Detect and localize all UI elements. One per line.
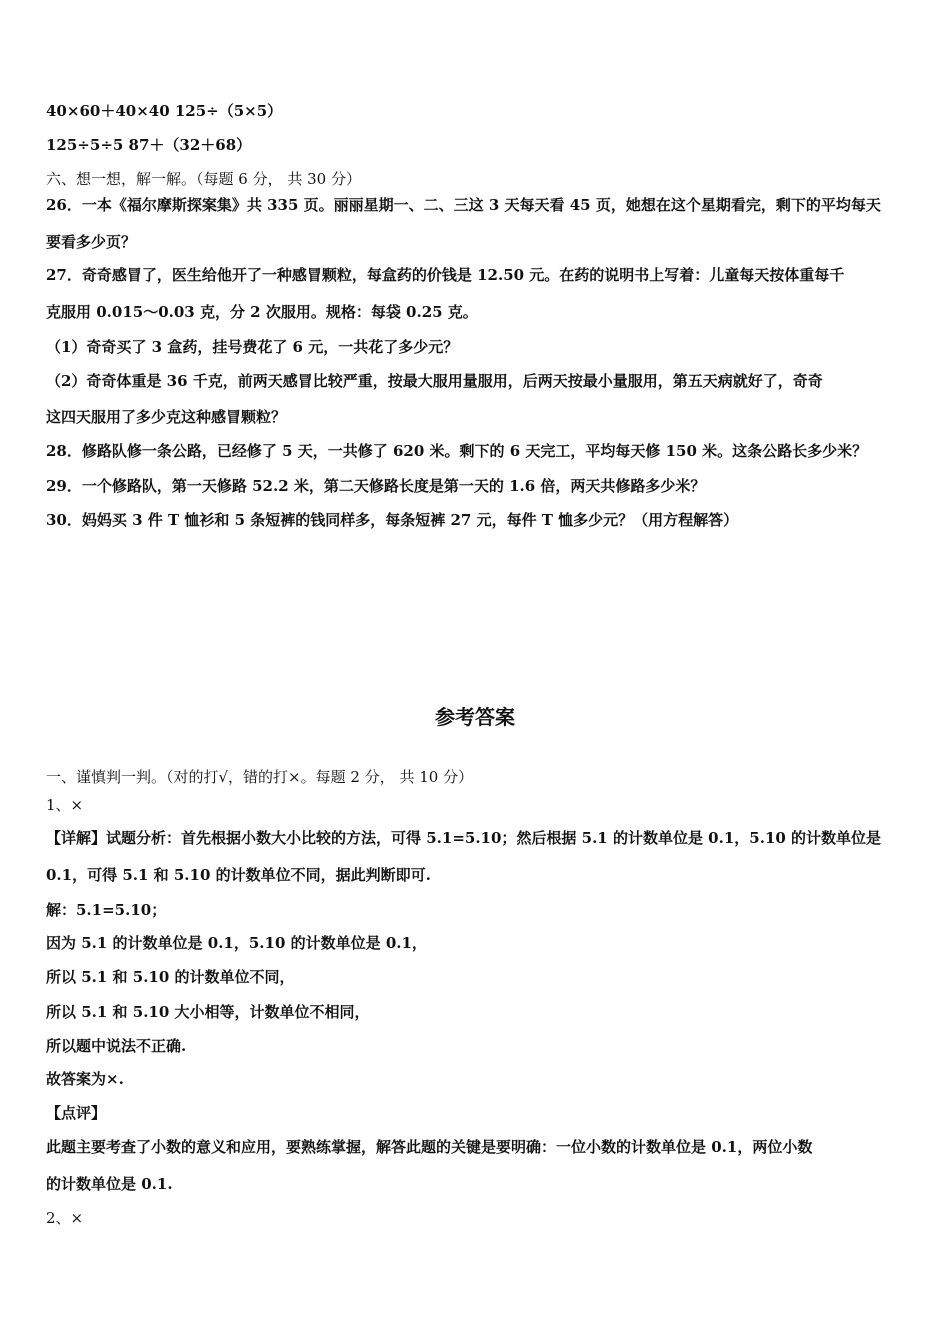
calc-row-1: 40×60＋40×40 125÷（5×5）: [46, 102, 283, 120]
answer-1-because: 因为 5.1 的计数单位是 0.1，5.10 的计数单位是 0.1，: [46, 934, 427, 952]
answer-1-review-line-1: 此题主要考查了小数的意义和应用，要熟练掌握，解答此题的关键是要明确：一位小数的计数单位是 0.1，两位小数: [46, 1138, 813, 1156]
question-27-line-1: 27．奇奇感冒了，医生给他开了一种感冒颗粒，每盒药的价钱是 12.50 元。在药的说明书上写着：儿童每天按体重每千: [46, 266, 845, 284]
question-30: 30．妈妈买 3 件 T 恤衫和 5 条短裤的钱同样多，每条短裤 27 元，每件 T 恤多少元？（用方程解答）: [46, 511, 739, 529]
answers-title: 参考答案: [435, 705, 515, 729]
answer-1-so-3: 所以题中说法不正确.: [46, 1037, 187, 1055]
question-27-part-2-line-2: 这四天服用了多少克这种感冒颗粒？: [46, 408, 287, 426]
answer-1-review-label: 【点评】: [46, 1104, 107, 1122]
calc-row-2: 125÷5÷5 87＋（32＋68）: [46, 136, 252, 154]
answer-2-label: 2、×: [46, 1209, 84, 1227]
answer-1-detail-line-1: 【详解】试题分析：首先根据小数大小比较的方法，可得 5.1=5.10；然后根据 5.1 的计数单位是 0.1，5.10 的计数单位是: [46, 829, 882, 847]
question-27-part-1: （1）奇奇买了 3 盒药，挂号费花了 6 元，一共花了多少元？: [46, 338, 459, 356]
answer-1-label: 1、×: [46, 796, 84, 814]
answer-1-detail-line-2: 0.1，可得 5.1 和 5.10 的计数单位不同，据此判断即可.: [46, 866, 431, 884]
question-27-line-2: 克服用 0.015～0.03 克，分 2 次服用。规格：每袋 0.25 克。: [46, 303, 478, 321]
question-29: 29．一个修路队，第一天修路 52.2 米，第二天修路长度是第一天的 1.6 倍，两天共修路多少米？: [46, 477, 706, 495]
answer-1-review-line-2: 的计数单位是 0.1.: [46, 1175, 173, 1193]
answer-1-solution: 解：5.1=5.10；: [46, 901, 167, 919]
question-26-line-2: 要看多少页？: [46, 233, 137, 251]
answer-1-so-2: 所以 5.1 和 5.10 大小相等，计数单位不相同，: [46, 1003, 370, 1021]
answers-section-1-heading: 一、谨慎判一判。（对的打√，错的打×。每题 2 分， 共 10 分）: [46, 768, 474, 786]
question-27-part-2-line-1: （2）奇奇体重是 36 千克，前两天感冒比较严重，按最大服用量服用，后两天按最小量服用，第五天病就好了，奇奇: [46, 372, 823, 390]
question-26-line-1: 26．一本《福尔摩斯探案集》共 335 页。丽丽星期一、二、三这 3 天每天看 45 页，她想在这个星期看完，剩下的平均每天: [46, 196, 881, 214]
section-6-heading: 六、想一想，解一解。（每题 6 分， 共 30 分）: [46, 170, 361, 188]
question-28: 28．修路队修一条公路，已经修了 5 天，一共修了 620 米。剩下的 6 天完工，平均每天修 150 米。这条公路长多少米？: [46, 442, 868, 460]
answer-1-so-1: 所以 5.1 和 5.10 的计数单位不同，: [46, 968, 295, 986]
answer-1-final: 故答案为×.: [46, 1070, 124, 1088]
